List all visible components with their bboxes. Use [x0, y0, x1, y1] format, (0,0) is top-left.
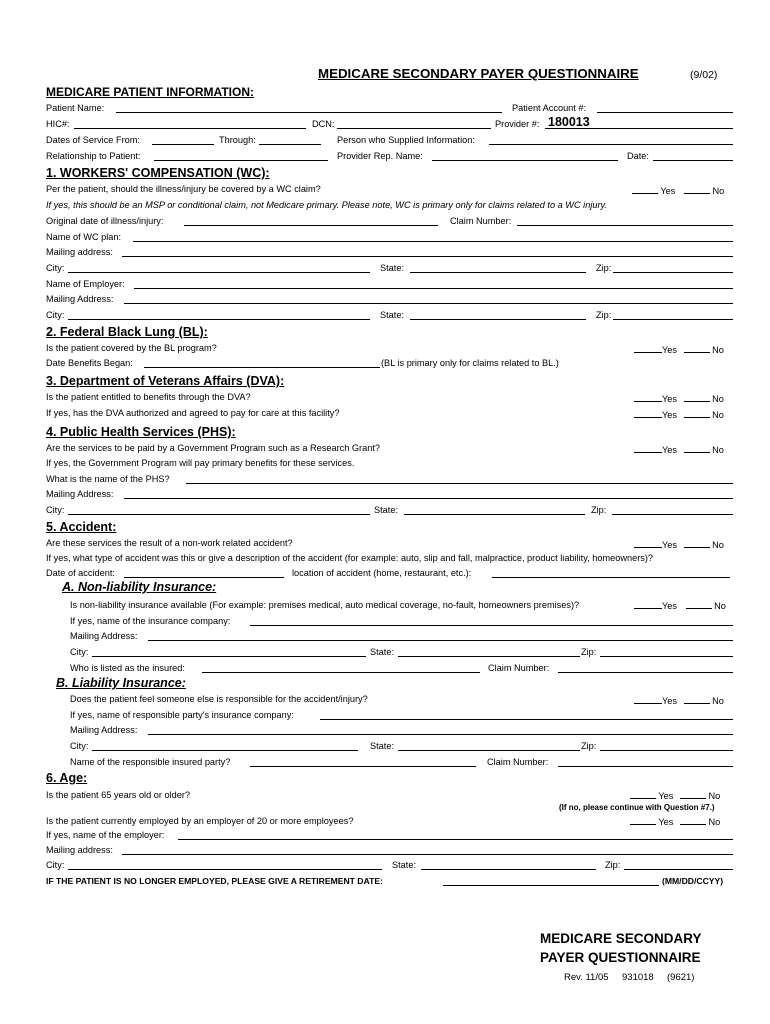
patient-account-field[interactable]	[597, 112, 733, 113]
liability-city-label: City:	[70, 741, 89, 751]
date-label: Date:	[627, 151, 649, 161]
bl-date-began-field[interactable]	[144, 367, 380, 368]
liability-insured-field[interactable]	[250, 766, 476, 767]
nonliability-mailing-field[interactable]	[148, 640, 733, 641]
age-yes-blank[interactable]	[630, 789, 656, 799]
age-no-blank[interactable]	[680, 789, 706, 799]
nonliability-city-field[interactable]	[92, 656, 366, 657]
wc-heading: 1. WORKERS' COMPENSATION (WC):	[46, 166, 270, 180]
dva-q2-yes-blank[interactable]	[634, 408, 662, 418]
employer-state-field[interactable]	[421, 869, 596, 870]
liability-mailing-field[interactable]	[148, 734, 733, 735]
employer-name-label: If yes, name of the employer:	[46, 830, 165, 840]
phs-question: Are the services to be paid by a Government Program such as a Research Grant?	[46, 443, 380, 453]
dva-q1-yes-label: Yes	[662, 394, 677, 404]
liability-insured-label: Name of the responsible insured party?	[70, 757, 231, 767]
nonliability-mailing-label: Mailing Address:	[70, 631, 138, 641]
dva-heading: 3. Department of Veterans Affairs (DVA):	[46, 374, 285, 388]
wc-employer-zip-field[interactable]	[613, 319, 733, 320]
bl-heading: 2. Federal Black Lung (BL):	[46, 325, 208, 339]
phs-mailing-field[interactable]	[124, 498, 733, 499]
wc-question: Per the patient, should the illness/injury be covered by a WC claim?	[46, 184, 321, 194]
liability-claim-field[interactable]	[558, 766, 733, 767]
dates-of-service-label: Dates of Service From:	[46, 135, 140, 145]
nonliability-claim-label: Claim Number:	[488, 663, 550, 673]
provider-value[interactable]: 180013	[548, 115, 590, 129]
retirement-date-field[interactable]	[443, 885, 659, 886]
dcn-field[interactable]	[337, 128, 491, 129]
phs-name-label: What is the name of the PHS?	[46, 474, 170, 484]
phs-city-field[interactable]	[68, 514, 370, 515]
accident-date-label: Date of accident:	[46, 568, 115, 578]
dva-q1-yes-no	[634, 392, 724, 405]
accident-yes-blank[interactable]	[634, 538, 662, 548]
employed-no-blank[interactable]	[680, 815, 706, 825]
person-supplied-label: Person who Supplied Information:	[337, 135, 475, 145]
hic-label: HIC#:	[46, 119, 70, 129]
employer-city-field[interactable]	[68, 869, 382, 870]
patient-info-heading: MEDICARE PATIENT INFORMATION:	[46, 85, 254, 99]
phs-no-label: No	[712, 445, 724, 455]
footer-revision: Rev. 11/05	[564, 972, 609, 983]
age-question: Is the patient 65 years old or older?	[46, 790, 191, 800]
wc-employer-mailing-field[interactable]	[124, 303, 733, 304]
form-version: (9/02)	[690, 69, 718, 81]
age-no-label: No	[708, 791, 721, 801]
dva-q2-yes-label: Yes	[662, 410, 677, 420]
nonliability-zip-label: Zip:	[581, 647, 597, 657]
accident-date-field[interactable]	[124, 577, 284, 578]
nonliability-no-label: No	[714, 601, 726, 611]
dva-q1-yes-blank[interactable]	[634, 392, 662, 402]
provider-rep-label: Provider Rep. Name:	[337, 151, 423, 161]
employed-yes-label: Yes	[658, 817, 674, 827]
accident-heading: 5. Accident:	[46, 520, 117, 534]
dva-question-2: If yes, has the DVA authorized and agreed to pay for care at this facility?	[46, 408, 340, 418]
accident-question-1: Are these services the result of a non-work related accident?	[46, 538, 293, 548]
dva-q2-yes-no	[634, 408, 724, 421]
liability-city-field[interactable]	[92, 750, 358, 751]
footer-form-number: 931018	[622, 972, 654, 983]
phs-name-field[interactable]	[186, 483, 733, 484]
nonliability-heading: A. Non-liability Insurance:	[62, 580, 217, 594]
age-heading: 6. Age:	[46, 771, 88, 785]
nonliability-company-field[interactable]	[250, 625, 733, 626]
wc-plan-label: Name of WC plan:	[46, 232, 122, 242]
provider-rep-field[interactable]	[432, 160, 618, 161]
wc-no-label: No	[712, 186, 725, 196]
age-yes-no	[630, 789, 720, 802]
hic-field[interactable]	[74, 128, 306, 129]
phs-no-blank[interactable]	[684, 443, 710, 453]
dva-q2-no-label: No	[712, 410, 724, 420]
liability-heading: B. Liability Insurance:	[56, 676, 186, 690]
wc-state-field[interactable]	[410, 272, 586, 273]
patient-name-field[interactable]	[116, 112, 502, 113]
liability-zip-field[interactable]	[600, 750, 733, 751]
liability-claim-label: Claim Number:	[487, 757, 549, 767]
bl-note: (BL is primary only for claims related to BL.)	[381, 358, 559, 368]
accident-yes-label: Yes	[662, 540, 677, 550]
bl-question: Is the patient covered by the BL program?	[46, 343, 217, 353]
wc-employer-city-label: City:	[46, 310, 65, 320]
liability-state-label: State:	[370, 741, 395, 751]
accident-no-blank[interactable]	[684, 538, 710, 548]
dva-q1-no-label: No	[712, 394, 724, 404]
wc-yes-label: Yes	[660, 186, 676, 196]
through-label: Through:	[219, 135, 256, 145]
liability-company-field[interactable]	[320, 719, 733, 720]
age-yes-label: Yes	[658, 791, 674, 801]
phs-yes-label: Yes	[662, 445, 677, 455]
dcn-label: DCN:	[312, 119, 335, 129]
retirement-date-format: (MM/DD/CCYY)	[662, 876, 724, 886]
employer-name-field[interactable]	[178, 839, 733, 840]
employer-zip-field[interactable]	[624, 869, 733, 870]
phs-yes-no	[634, 443, 724, 456]
dva-question-1: Is the patient entitled to benefits through the DVA?	[46, 392, 251, 402]
wc-employer-field[interactable]	[134, 288, 733, 289]
wc-employer-state-field[interactable]	[410, 319, 586, 320]
wc-employer-state-label: State:	[380, 310, 405, 320]
bl-no-blank[interactable]	[684, 343, 710, 353]
employer-mailing-label: Mailing address:	[46, 845, 113, 855]
accident-no-label: No	[712, 540, 724, 550]
employed-no-label: No	[708, 817, 721, 827]
dva-q1-no-blank[interactable]	[684, 392, 710, 402]
age-note: (If no, please continue with Question #7.)	[559, 803, 715, 812]
accident-question-2: If yes, what type of accident was this or give a description of the accident (for example: auto, slip and fall, malpractice, product liability, homeowners)?	[46, 553, 654, 563]
nonliability-state-label: State:	[370, 647, 395, 657]
wc-original-date-label: Original date of illness/injury:	[46, 216, 164, 226]
liability-yes-blank[interactable]	[634, 694, 662, 704]
phs-zip-label: Zip:	[591, 505, 607, 515]
wc-mailing-field[interactable]	[122, 256, 733, 257]
nonliability-yes-label: Yes	[662, 601, 677, 611]
bl-yes-blank[interactable]	[634, 343, 662, 353]
phs-note: If yes, the Government Program will pay primary benefits for these services.	[46, 458, 355, 468]
wc-yes-no	[632, 184, 724, 197]
wc-zip-label: Zip:	[596, 263, 612, 273]
wc-claim-number-label: Claim Number:	[450, 216, 512, 226]
footer-code: (9621)	[667, 972, 695, 983]
liability-zip-label: Zip:	[581, 741, 597, 751]
person-supplied-field[interactable]	[489, 144, 733, 145]
liability-no-blank[interactable]	[684, 694, 710, 704]
phs-city-label: City:	[46, 505, 65, 515]
bl-yes-no	[634, 343, 724, 356]
liability-mailing-label: Mailing Address:	[70, 725, 138, 735]
nonliability-insured-field[interactable]	[202, 672, 480, 673]
wc-yes-blank[interactable]	[632, 184, 658, 194]
relationship-field[interactable]	[154, 160, 328, 161]
phs-state-label: State:	[374, 505, 399, 515]
wc-zip-field[interactable]	[613, 272, 733, 273]
dates-through-field[interactable]	[259, 144, 321, 145]
liability-state-field[interactable]	[398, 750, 580, 751]
employed-question: Is the patient currently employed by an employer of 20 or more employees?	[46, 816, 354, 826]
liability-no-label: No	[712, 696, 724, 706]
liability-yes-no	[634, 694, 724, 707]
accident-location-field[interactable]	[492, 577, 730, 578]
dates-from-field[interactable]	[152, 144, 214, 145]
wc-city-label: City:	[46, 263, 65, 273]
wc-state-label: State:	[380, 263, 405, 273]
relationship-label: Relationship to Patient:	[46, 151, 141, 161]
patient-account-label: Patient Account #:	[512, 103, 587, 113]
phs-yes-blank[interactable]	[634, 443, 662, 453]
provider-label: Provider #:	[495, 119, 540, 129]
patient-name-label: Patient Name:	[46, 103, 105, 113]
employer-mailing-field[interactable]	[122, 854, 733, 855]
phs-state-field[interactable]	[404, 514, 585, 515]
wc-employer-city-field[interactable]	[68, 319, 370, 320]
nonliability-insured-label: Who is listed as the insured:	[70, 663, 185, 673]
wc-claim-number-field[interactable]	[517, 225, 733, 226]
wc-plan-field[interactable]	[133, 241, 733, 242]
employed-yes-no	[630, 815, 720, 828]
wc-employer-zip-label: Zip:	[596, 310, 612, 320]
employed-yes-blank[interactable]	[630, 815, 656, 825]
liability-yes-label: Yes	[662, 696, 677, 706]
employer-zip-label: Zip:	[605, 860, 621, 870]
liability-question: Does the patient feel someone else is responsible for the accident/injury?	[70, 694, 368, 704]
accident-location-label: location of accident (home, restaurant, etc.):	[292, 568, 472, 578]
wc-employer-label: Name of Employer:	[46, 279, 125, 289]
nonliability-state-field[interactable]	[398, 656, 580, 657]
nonliability-claim-field[interactable]	[558, 672, 733, 673]
accident-yes-no	[634, 538, 724, 551]
nonliability-yes-blank[interactable]	[634, 599, 662, 609]
nonliability-question: Is non-liability insurance available (For example: premises medical, auto medical coverage, no-fault, homeowners premises)?	[70, 600, 580, 610]
wc-city-field[interactable]	[68, 272, 370, 273]
employer-city-label: City:	[46, 860, 65, 870]
wc-mailing-label: Mailing address:	[46, 247, 113, 257]
retirement-label: IF THE PATIENT IS NO LONGER EMPLOYED, PLEASE GIVE A RETIREMENT DATE:	[46, 876, 383, 886]
liability-company-label: If yes, name of responsible party's insurance company:	[70, 710, 294, 720]
nonliability-yes-no	[634, 599, 726, 612]
footer-title-line-2: PAYER QUESTIONNAIRE	[540, 950, 701, 965]
dva-q2-no-blank[interactable]	[684, 408, 710, 418]
bl-date-began-label: Date Benefits Began:	[46, 358, 133, 368]
employer-state-label: State:	[392, 860, 417, 870]
nonliability-city-label: City:	[70, 647, 89, 657]
wc-original-date-field[interactable]	[184, 225, 438, 226]
footer-title-line-1: MEDICARE SECONDARY	[540, 931, 702, 946]
phs-zip-field[interactable]	[612, 514, 733, 515]
phs-heading: 4. Public Health Services (PHS):	[46, 425, 236, 439]
bl-no-label: No	[712, 345, 724, 355]
bl-yes-label: Yes	[662, 345, 677, 355]
nonliability-no-blank[interactable]	[686, 599, 712, 609]
nonliability-zip-field[interactable]	[600, 656, 733, 657]
date-field[interactable]	[653, 160, 733, 161]
form-title: MEDICARE SECONDARY PAYER QUESTIONNAIRE	[318, 66, 639, 81]
wc-employer-mailing-label: Mailing Address:	[46, 294, 114, 304]
phs-mailing-label: Mailing Address:	[46, 489, 114, 499]
provider-field	[545, 128, 733, 129]
wc-no-blank[interactable]	[684, 184, 710, 194]
nonliability-company-label: If yes, name of the insurance company:	[70, 616, 231, 626]
wc-note: If yes, this should be an MSP or conditional claim, not Medicare primary. Please note, WC is primary only for claims related to a WC injury.	[46, 200, 607, 210]
